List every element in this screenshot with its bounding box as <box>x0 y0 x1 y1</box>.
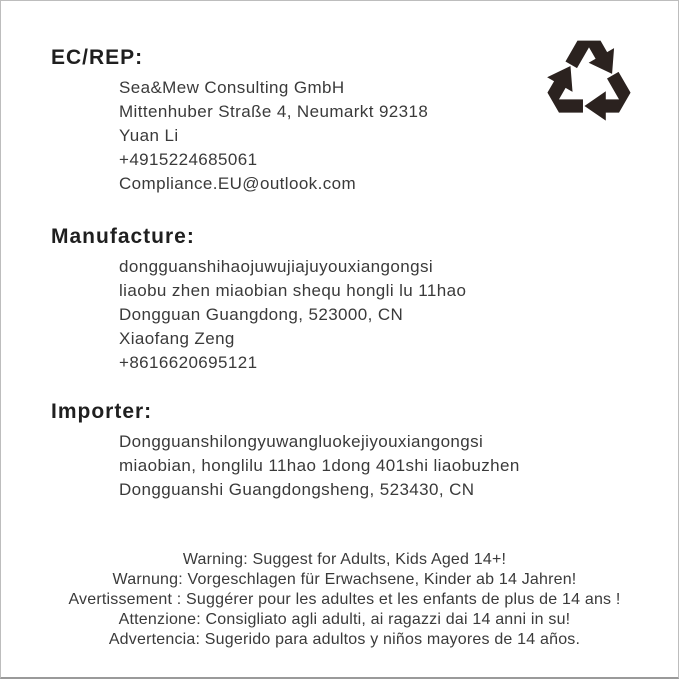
warnings-block <box>51 550 638 650</box>
manufacture-street: liaobu zhen miaobian shequ hongli lu 11hao <box>119 281 467 300</box>
importer-street: miaobian, honglilu 11hao 1dong 401shi liaobuzhen <box>119 456 520 475</box>
recycling-symbol-svg <box>535 32 643 132</box>
warning-line-fr: Avertissement : Suggérer pour les adultes et les enfants de plus de 14 ans ! <box>68 591 621 608</box>
importer-company: Dongguanshilongyuwangluokejiyouxiangongsi <box>119 432 484 451</box>
ec-rep-street: Mittenhuber Straße 4, Neumarkt 92318 <box>119 102 429 121</box>
manufacture-lines <box>119 255 638 375</box>
ec-rep-heading: EC/REP: <box>51 46 144 69</box>
manufacture-city: Dongguan Guangdong, 523000, CN <box>119 305 404 324</box>
manufacture-heading: Manufacture: <box>51 225 195 248</box>
importer-heading: Importer: <box>51 400 153 423</box>
importer-city: Dongguanshi Guangdongsheng, 523430, CN <box>119 480 475 499</box>
importer-lines <box>119 430 638 502</box>
ec-rep-phone: +4915224685061 <box>119 150 258 169</box>
importer-section <box>51 399 638 502</box>
ec-rep-email: Compliance.EU@outlook.com <box>119 174 357 193</box>
warning-line-en: Warning: Suggest for Adults, Kids Aged 14+! <box>182 551 507 568</box>
manufacture-phone: +8616620695121 <box>119 353 258 372</box>
ec-rep-company: Sea&Mew Consulting GmbH <box>119 78 345 97</box>
manufacture-company: dongguanshihaojuwujiajuyouxiangongsi <box>119 257 434 276</box>
manufacture-section <box>51 224 638 375</box>
recycling-icon <box>535 32 643 132</box>
warning-line-de: Warnung: Vorgeschlagen für Erwachsene, Kinder ab 14 Jahren! <box>112 571 577 588</box>
warning-line-it: Attenzione: Consigliato agli adulti, ai ragazzi dai 14 anni in su! <box>118 611 571 628</box>
warning-line-es: Advertencia: Sugerido para adultos y niños mayores de 14 años. <box>108 631 581 648</box>
manufacture-contact-person: Xiaofang Zeng <box>119 329 235 348</box>
ec-rep-contact-person: Yuan Li <box>119 126 179 145</box>
